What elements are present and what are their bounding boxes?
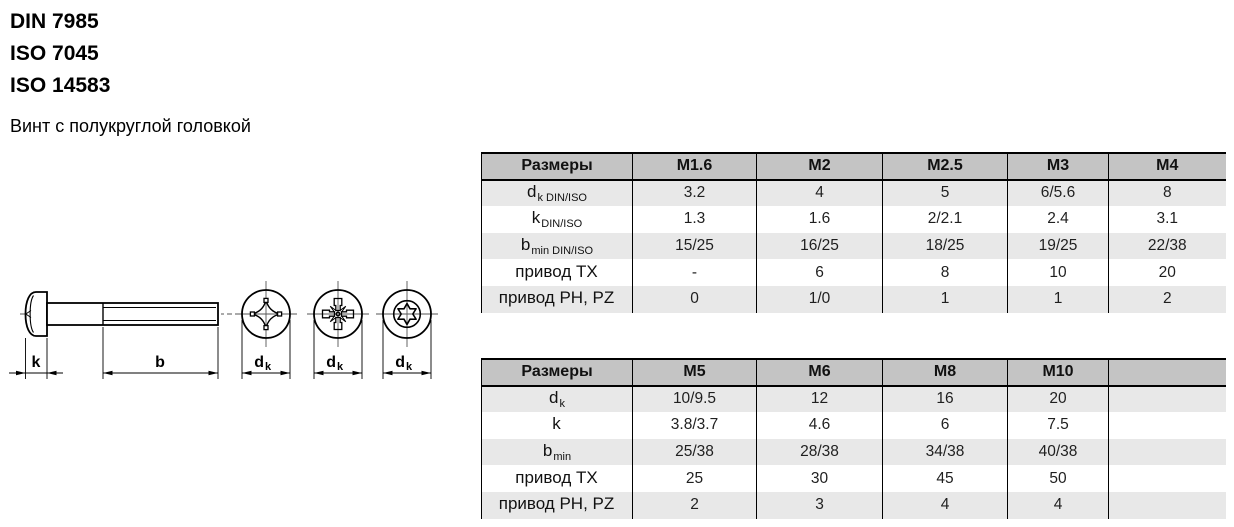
row-label	[482, 412, 633, 439]
size-table-m5-m10	[481, 358, 1226, 519]
size-table-m1_6-m4	[481, 152, 1226, 313]
dk-dim-label-sub: k	[265, 361, 272, 373]
table-cell: 1	[1008, 286, 1109, 313]
row-label	[482, 386, 633, 413]
table-cell: 2/2.1	[883, 206, 1008, 233]
table-cell: 6/5.6	[1008, 180, 1109, 207]
dk-dim-label-base: d	[395, 354, 405, 371]
table-row	[482, 412, 1226, 439]
b-extension-lines	[103, 327, 218, 379]
column-header: M5	[633, 359, 757, 386]
row-label-base: k	[531, 208, 541, 228]
table-cell: 18/25	[883, 233, 1008, 260]
torx-head-view	[376, 281, 438, 379]
table-cell: 28/38	[757, 439, 883, 466]
table-cell: 1.3	[633, 206, 757, 233]
table-cell: 34/38	[883, 439, 1008, 466]
table-cell: 1/0	[757, 286, 883, 313]
table-cell: 6	[757, 259, 883, 286]
table-cell: 4	[1008, 492, 1109, 519]
table-cell: 20	[1109, 259, 1226, 286]
column-header: M4	[1109, 153, 1226, 180]
table-cell: 16	[883, 386, 1008, 413]
row-label	[482, 233, 633, 260]
table-cell: 3.2	[633, 180, 757, 207]
table-cell	[1109, 492, 1226, 519]
row-label	[482, 180, 633, 207]
table-row	[482, 492, 1226, 519]
table-cell: 25	[633, 465, 757, 492]
row-label-base: d	[527, 182, 537, 202]
table-cell: 3	[757, 492, 883, 519]
table-cell: 16/25	[757, 233, 883, 260]
table-cell: 2.4	[1008, 206, 1109, 233]
phillips-head-view	[235, 281, 297, 379]
table-cell: 4.6	[757, 412, 883, 439]
screw-head-profile	[26, 292, 48, 336]
row-label-subscript: min	[553, 451, 572, 464]
table-corner-header: Размеры	[482, 153, 633, 180]
row-label	[482, 465, 633, 492]
table-row	[482, 206, 1226, 233]
dk-arrow-left	[383, 371, 393, 376]
table-cell: 25/38	[633, 439, 757, 466]
table-cell	[1109, 439, 1226, 466]
table-cell: 12	[757, 386, 883, 413]
table-cell	[1109, 386, 1226, 413]
column-header: M8	[883, 359, 1008, 386]
table-cell: 30	[757, 465, 883, 492]
standard-iso-1: ISO 7045	[10, 42, 99, 65]
table-cell: 15/25	[633, 233, 757, 260]
pozidriv-head-view	[307, 281, 369, 379]
row-label-subscript: min DIN/ISO	[531, 245, 594, 258]
row-label	[482, 286, 633, 313]
row-label-base: b	[520, 235, 531, 255]
row-label	[482, 439, 633, 466]
table-cell: 5	[883, 180, 1008, 207]
table-cell: 1.6	[757, 206, 883, 233]
table-header-row	[482, 153, 1226, 180]
table-cell: 1	[883, 286, 1008, 313]
table-cell: 4	[883, 492, 1008, 519]
table-cell: 22/38	[1109, 233, 1226, 260]
table-cell: -	[633, 259, 757, 286]
table-cell: 50	[1008, 465, 1109, 492]
row-label-subscript: k	[559, 398, 565, 411]
standard-din: DIN 7985	[10, 10, 99, 33]
table-cell	[1109, 465, 1226, 492]
table-cell: 40/38	[1008, 439, 1109, 466]
k-arrow-left	[16, 371, 26, 376]
row-label-subscript: DIN/ISO	[541, 218, 583, 231]
row-label-base: d	[549, 388, 559, 408]
dk-arrow-left	[314, 371, 324, 376]
table-cell: 3.8/3.7	[633, 412, 757, 439]
b-arrow-left	[103, 371, 113, 376]
product-title: Винт с полукруглой головкой	[10, 116, 251, 136]
table-row	[482, 180, 1226, 207]
column-header: M10	[1008, 359, 1109, 386]
table-cell: 10	[1008, 259, 1109, 286]
k-arrow-right	[47, 371, 57, 376]
column-header: M3	[1008, 153, 1109, 180]
table-cell: 8	[1109, 180, 1226, 207]
k-dim-label: k	[31, 354, 41, 371]
row-label-base: привод PH, PZ	[498, 494, 615, 514]
table-row	[482, 439, 1226, 466]
row-label-base: привод TX	[515, 261, 598, 281]
table-cell: 10/9.5	[633, 386, 757, 413]
dk-dim-label-sub: k	[406, 361, 413, 373]
table-row	[482, 233, 1226, 260]
column-header: M2	[757, 153, 883, 180]
table-cell: 4	[757, 180, 883, 207]
table-cell: 19/25	[1008, 233, 1109, 260]
table-cell: 6	[883, 412, 1008, 439]
row-label	[482, 259, 633, 286]
table-cell: 0	[633, 286, 757, 313]
table-cell: 3.1	[1109, 206, 1226, 233]
table-cell: 45	[883, 465, 1008, 492]
side-view	[9, 292, 232, 379]
dk-arrow-right	[422, 371, 432, 376]
table-row	[482, 259, 1226, 286]
dk-arrow-left	[242, 371, 252, 376]
table-header-row	[482, 359, 1226, 386]
row-label-base: k	[552, 414, 561, 434]
column-header: M1.6	[633, 153, 757, 180]
table-row	[482, 386, 1226, 413]
column-header: M6	[757, 359, 883, 386]
row-label	[482, 206, 633, 233]
dk-dim-label-base: d	[326, 354, 336, 371]
standards-header	[10, 6, 110, 102]
table-cell: 8	[883, 259, 1008, 286]
screw-shank	[47, 303, 218, 325]
table-row	[482, 465, 1226, 492]
dk-dim-label-sub: k	[337, 361, 344, 373]
row-label	[482, 492, 633, 519]
dk-dim-label-base: d	[254, 354, 264, 371]
table-cell	[1109, 412, 1226, 439]
standard-iso-2: ISO 14583	[10, 74, 111, 97]
technical-drawing	[0, 268, 475, 403]
row-label-subscript: k DIN/ISO	[537, 192, 587, 205]
table-cell: 2	[1109, 286, 1226, 313]
b-dim-label: b	[155, 354, 165, 371]
row-label-base: привод TX	[515, 467, 598, 487]
dk-arrow-right	[281, 371, 291, 376]
table-corner-header: Размеры	[482, 359, 633, 386]
dk-arrow-right	[353, 371, 363, 376]
table-cell: 20	[1008, 386, 1109, 413]
table-row	[482, 286, 1226, 313]
column-header	[1109, 359, 1226, 386]
table-cell: 2	[633, 492, 757, 519]
b-arrow-right	[209, 371, 219, 376]
column-header: M2.5	[883, 153, 1008, 180]
row-label-base: привод PH, PZ	[498, 288, 615, 308]
row-label-base: b	[542, 441, 553, 461]
table-cell: 7.5	[1008, 412, 1109, 439]
